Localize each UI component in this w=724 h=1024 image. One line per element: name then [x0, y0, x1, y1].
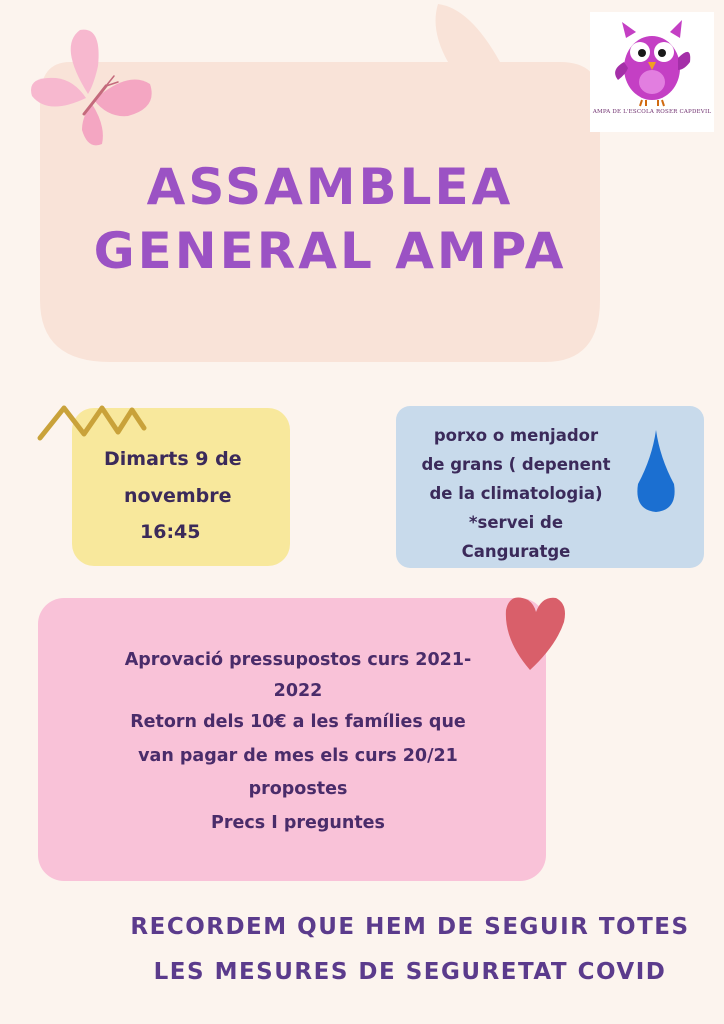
location-line-1: porxo o menjador [433, 426, 599, 445]
footer-line-1: RECORDEM QUE HEM DE SEGUIR TOTES [130, 914, 690, 940]
owl-logo-icon [612, 18, 692, 108]
date-line-2: novembre [124, 485, 232, 507]
butterfly-icon [28, 26, 158, 150]
zigzag-icon [36, 398, 148, 444]
title-line-1: ASSAMBLEA [146, 158, 514, 216]
agenda-line-3: Retorn dels 10€ a les famílies que [130, 712, 466, 732]
school-logo [590, 12, 714, 132]
agenda-box [38, 598, 546, 881]
location-box [396, 406, 704, 568]
footer-line-2: LES MESURES DE SEGURETAT COVID [153, 959, 667, 985]
location-line-4: *servei de [468, 513, 564, 532]
date-line-1: Dimarts 9 de [104, 448, 242, 470]
agenda-line-4: van pagar de mes els curs 20/21 [138, 746, 458, 766]
title-line-2: GENERAL AMPA [93, 222, 567, 280]
location-line-5: Canguratge [461, 542, 571, 561]
water-drop-icon [634, 428, 678, 514]
location-line-2: de grans ( depenent [421, 455, 611, 474]
time-line: 16:45 [140, 521, 201, 543]
location-line-3: de la climatologia) [429, 484, 603, 503]
heart-icon [500, 588, 568, 672]
logo-caption: AMPA DE L'ESCOLA ROSER CAPDEVIL [592, 109, 712, 115]
agenda-line-6: Precs I preguntes [211, 813, 385, 833]
agenda-line-1: Aprovació pressupostos curs 2021- [124, 650, 472, 670]
agenda-line-2: 2022 [273, 681, 323, 701]
agenda-line-5: propostes [248, 779, 348, 799]
